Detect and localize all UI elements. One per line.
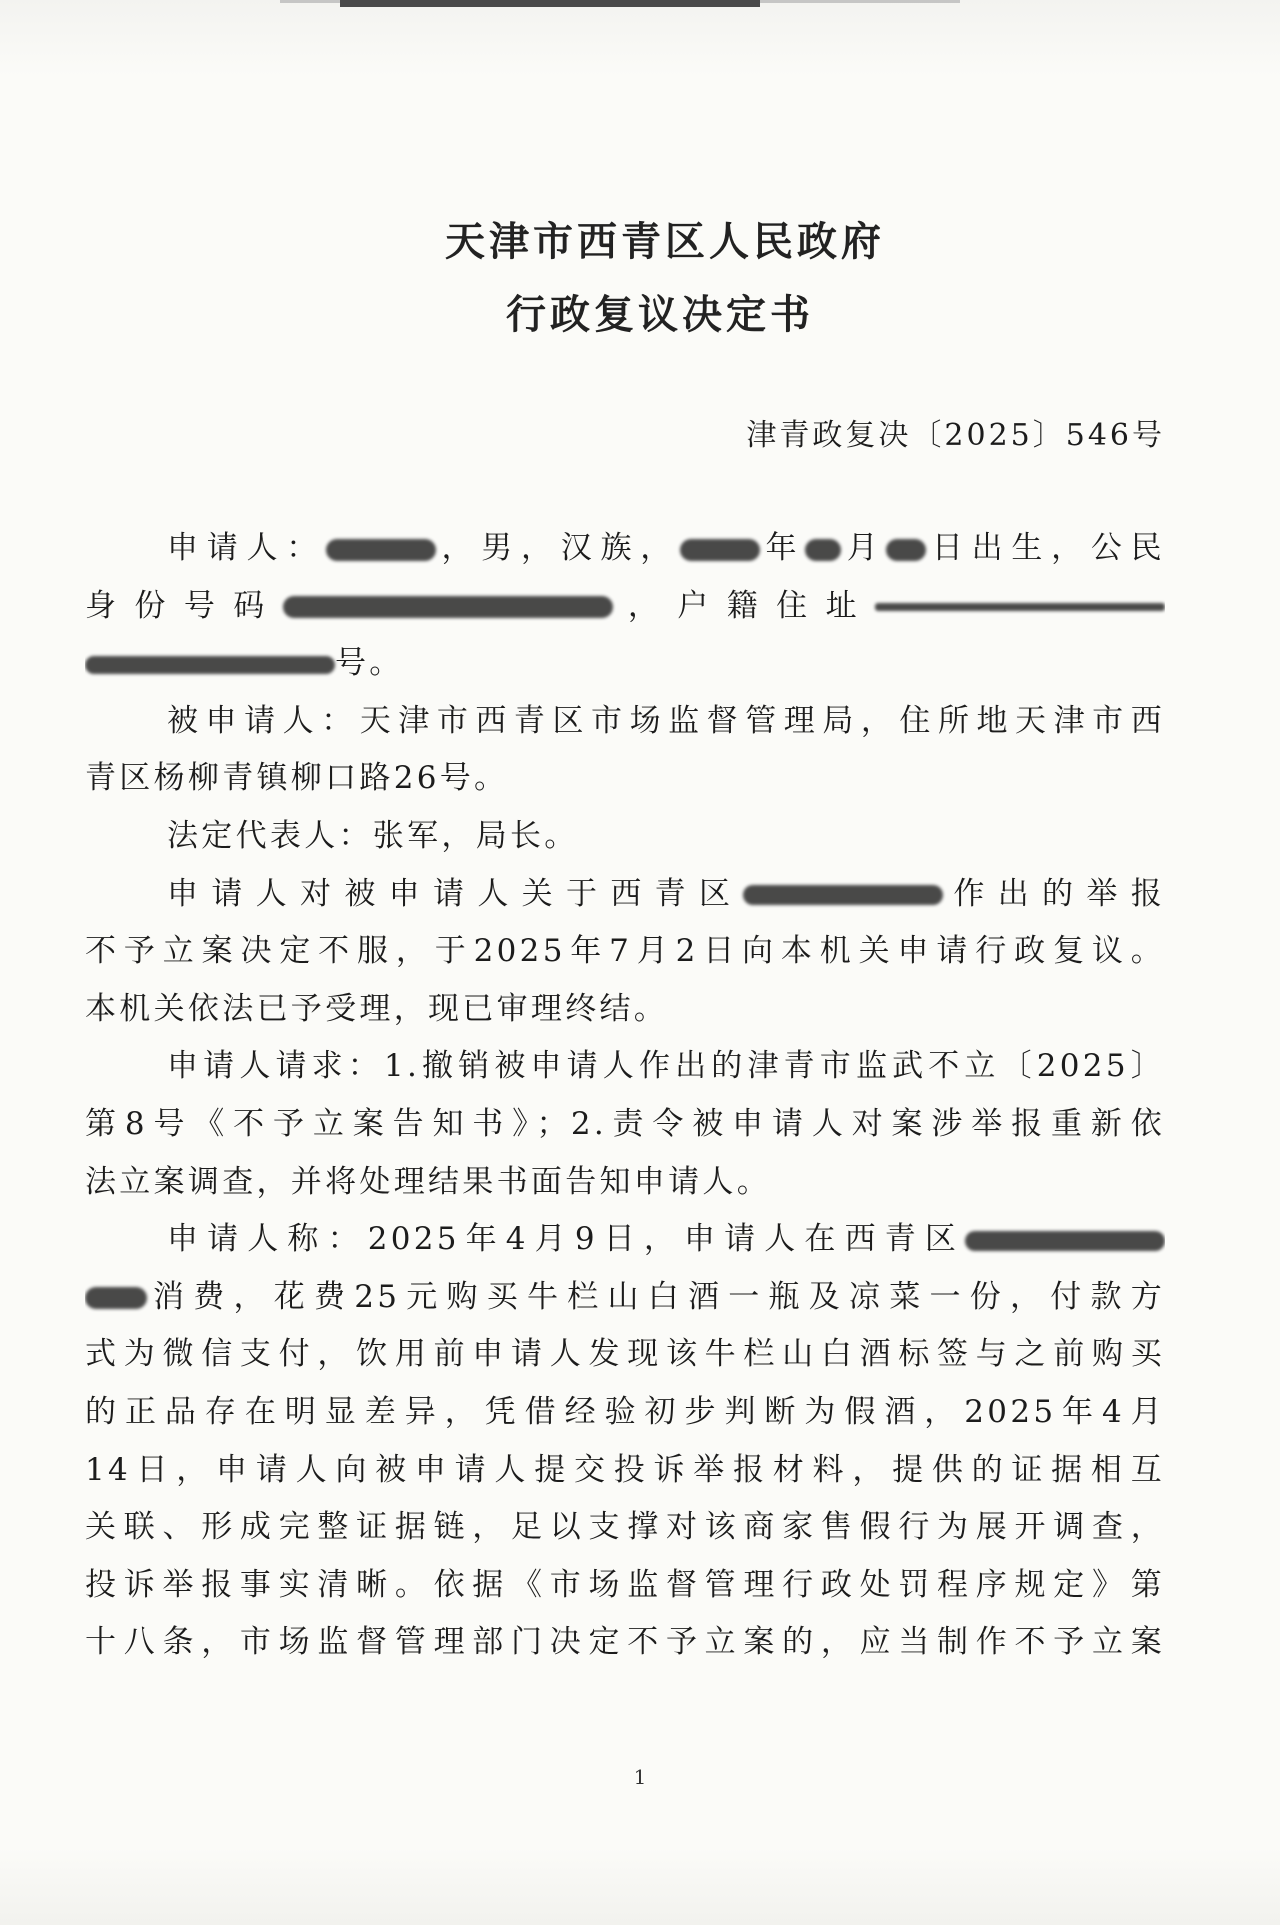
document-body xyxy=(85,520,1165,1672)
legal-representative: 法定代表人：张军，局长。 xyxy=(167,817,579,854)
scan-binding-mark xyxy=(340,0,760,7)
intro-line-2: 不予立案决定不服，于2025年7月2日向本机关申请行政复议。 xyxy=(85,933,1165,970)
document-number: 津青政复决〔2025〕546号 xyxy=(746,418,1165,453)
claim-line-1 xyxy=(85,1211,1165,1269)
intro-line-1 xyxy=(85,866,1165,924)
respondent-line-1: 被申请人：天津市西青区市场监督管理局，住所地天津市西 xyxy=(167,702,1165,739)
id-number-label: 身份号码 xyxy=(85,587,283,624)
document-title-line2: 行政复议决定书 xyxy=(506,291,814,338)
request-line-3: 法立案调查，并将处理结果书面告知申请人。 xyxy=(85,1163,771,1200)
redacted-id-number xyxy=(283,596,613,618)
redacted-address-rest xyxy=(85,656,335,674)
address-number-suffix: 号。 xyxy=(335,645,404,682)
intro-text-a: 申请人对被申请人关于西青区 xyxy=(167,875,744,912)
redacted-merchant-location xyxy=(965,1231,1165,1251)
claim-line-3: 式为微信支付，饮用前申请人发现该牛栏山白酒标签与之前购买 xyxy=(85,1336,1165,1373)
applicant-line-2 xyxy=(85,578,1165,636)
claim-line-8: 十八条，市场监督管理部门决定不予立案的，应当制作不予立案 xyxy=(85,1624,1165,1661)
redacted-birth-day xyxy=(886,539,926,561)
redacted-merchant-location-rest xyxy=(85,1287,147,1309)
claim-line-5: 14日，申请人向被申请人提交投诉举报材料，提供的证据相互 xyxy=(85,1451,1165,1488)
birth-citizen-label: 日出生，公民 xyxy=(926,530,1165,566)
claim-line-2 xyxy=(85,1269,1165,1327)
page-number: 1 xyxy=(633,1765,647,1789)
applicant-line-1 xyxy=(85,520,1165,578)
claim-line-4: 的正品存在明显差异，凭借经验初步判断为假酒，2025年4月 xyxy=(85,1393,1165,1430)
applicant-label: 申请人： xyxy=(167,530,327,566)
intro-line-3: 本机关依法已予受理，现已审理终结。 xyxy=(85,990,669,1027)
request-line-2: 第8号《不予立案告知书》；2.责令被申请人对案涉举报重新依 xyxy=(85,1105,1165,1142)
applicant-gender-ethnicity: ，男，汉族， xyxy=(436,530,681,566)
month-label: 月 xyxy=(841,530,887,566)
redacted-address-strike xyxy=(875,603,1165,611)
year-label: 年 xyxy=(760,530,806,566)
address-label: ，户籍住址 xyxy=(612,587,875,624)
respondent-line-2: 青区杨柳青镇柳口路26号。 xyxy=(85,760,509,797)
request-line-1: 申请人请求：1.撤销被申请人作出的津青市监武不立〔2025〕 xyxy=(167,1048,1165,1085)
claim-line-6: 关联、形成完整证据链，足以支撑对该商家售假行为展开调查， xyxy=(85,1509,1165,1546)
redacted-birth-year xyxy=(680,539,760,561)
redacted-merchant xyxy=(743,885,943,905)
redacted-name xyxy=(326,539,436,561)
redacted-birth-month xyxy=(805,539,841,561)
claim-text-b: 消费，花费25元购买牛栏山白酒一瓶及凉菜一份，付款方 xyxy=(147,1278,1165,1315)
applicant-line-3 xyxy=(85,635,1165,693)
claim-text-a: 申请人称：2025年4月9日，申请人在西青区 xyxy=(167,1221,965,1258)
document-title-line1: 天津市西青区人民政府 xyxy=(445,218,885,265)
claim-line-7: 投诉举报事实清晰。依据《市场监督管理行政处罚程序规定》第 xyxy=(85,1566,1165,1603)
intro-text-b: 作出的举报 xyxy=(943,875,1165,912)
